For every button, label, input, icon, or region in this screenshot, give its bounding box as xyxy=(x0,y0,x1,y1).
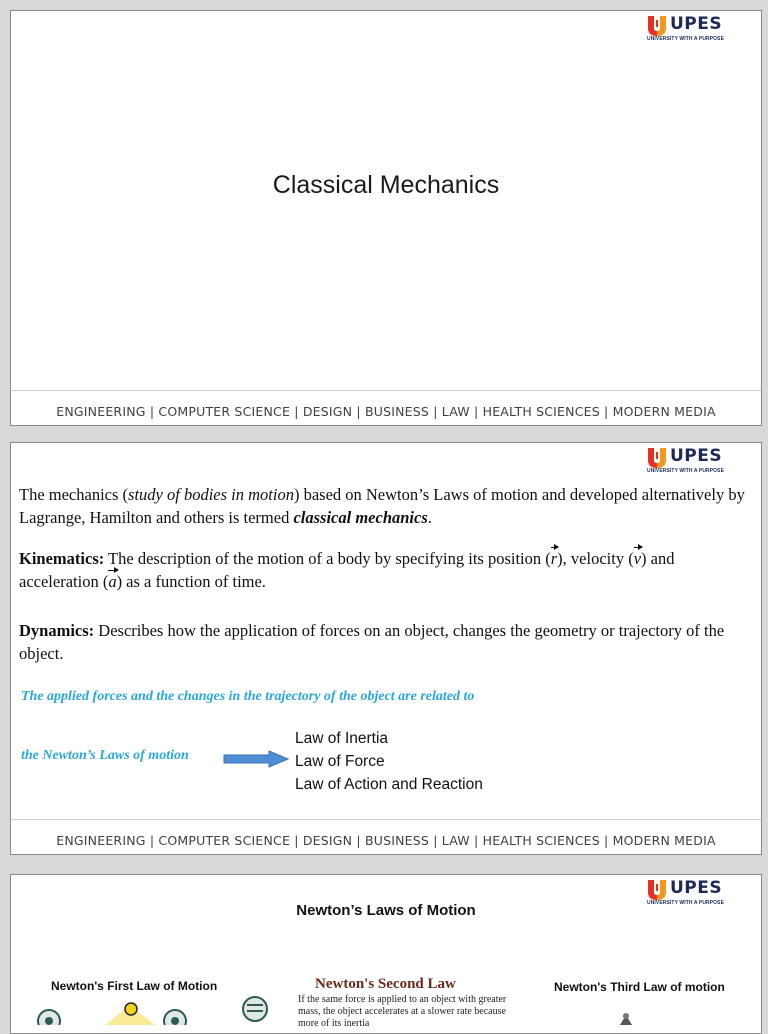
upes-logo-mark-icon xyxy=(647,879,667,901)
first-law-illustration xyxy=(25,995,275,1025)
slide-3 xyxy=(10,874,762,1034)
upes-logo xyxy=(647,15,727,45)
law-item: Law of Force xyxy=(295,753,385,770)
slide-2 xyxy=(10,442,762,855)
upes-logo-mark-icon xyxy=(647,15,667,37)
position-vector: r xyxy=(550,549,558,568)
logo-tagline: UNIVERSITY WITH A PURPOSE xyxy=(647,36,725,42)
logo-tagline: UNIVERSITY WITH A PURPOSE xyxy=(647,900,725,906)
laws-lead-text: the Newton’s Laws of motion xyxy=(21,748,189,763)
third-law-illustration xyxy=(616,1011,636,1025)
footer-divider xyxy=(11,819,761,820)
logo-tagline: UNIVERSITY WITH A PURPOSE xyxy=(647,468,725,474)
slide-footer: ENGINEERING | COMPUTER SCIENCE | DESIGN | BUSINESS | LAW | HEALTH SCIENCES | MODERN MEDIA xyxy=(56,404,716,419)
dynamics-paragraph: Dynamics: Describes how the application of forces on an object, changes the geometry or trajectory of the object. xyxy=(19,621,725,663)
footer-divider xyxy=(11,390,761,391)
logo-wordmark: UPES xyxy=(670,878,723,898)
first-law-title: Newton's First Law of Motion xyxy=(51,979,218,993)
third-law-title: Newton's Third Law of motion xyxy=(554,980,725,994)
logo-wordmark: UPES xyxy=(670,446,723,466)
second-law-text: If the same force is applied to an object with greater mass, the object accelerates at a slower rate because more of its inertia xyxy=(298,994,507,1029)
laws-list xyxy=(295,727,483,796)
slide-1 xyxy=(10,10,762,426)
second-law-title: Newton's Second Law xyxy=(315,976,456,992)
slide-footer: ENGINEERING | COMPUTER SCIENCE | DESIGN | BUSINESS | LAW | HEALTH SCIENCES | MODERN MEDIA xyxy=(56,833,716,848)
upes-logo-mark-icon xyxy=(647,447,667,469)
kinematics-label: Kinematics: xyxy=(19,549,105,568)
velocity-vector: v xyxy=(633,549,642,568)
right-arrow-icon xyxy=(223,750,289,768)
law-item: Law of Action and Reaction xyxy=(295,776,483,793)
forces-related-text: The applied forces and the changes in the trajectory of the object are related to xyxy=(21,689,475,704)
acceleration-vector: a xyxy=(108,572,117,591)
slide-title: Newton’s Laws of Motion xyxy=(296,902,476,919)
intro-paragraph: The mechanics (study of bodies in motion) based on Newton’s Laws of motion and developed alternatively by Lagrange, Hamilton and others is termed classical mechanics. xyxy=(19,485,745,527)
dynamics-label: Dynamics: xyxy=(19,621,95,640)
logo-wordmark: UPES xyxy=(670,14,723,34)
kinematics-paragraph: Kinematics: The description of the motion of a body by specifying its position (r), velocity (v) and acceleration (a) as a function of time. xyxy=(19,549,675,591)
slide-title: Classical Mechanics xyxy=(272,171,500,199)
upes-logo xyxy=(647,447,727,477)
law-item: Law of Inertia xyxy=(295,730,389,747)
